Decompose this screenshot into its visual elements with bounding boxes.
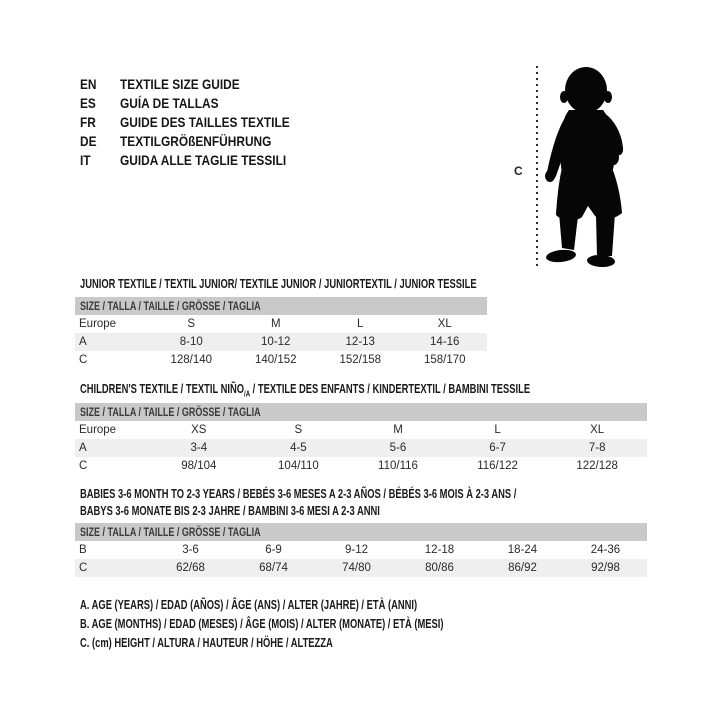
size-header-bar: SIZE / TALLA / TAILLE / GRÖSSE / TAGLIA xyxy=(75,403,647,421)
height-figure xyxy=(512,64,662,276)
babies-table-title-line1: BABIES 3-6 MONTH TO 2-3 YEARS / BEBÉS 3-6 MESES A 2-3 AÑOS / BÉBÉS 3-6 MOIS À 2-3 ANS / xyxy=(80,487,517,501)
junior-size-table xyxy=(75,297,487,369)
legend-note-a: A. AGE (YEARS) / EDAD (AÑOS) / ÂGE (ANS) / ALTER (JAHRE) / ETÀ (ANNI) xyxy=(80,598,418,612)
size-header-bar: SIZE / TALLA / TAILLE / GRÖSSE / TAGLIA xyxy=(75,297,487,315)
language-row-es xyxy=(80,93,320,112)
babies-size-table xyxy=(75,523,647,577)
language-label: TEXTILGRÖßENFÜHRUNG xyxy=(120,132,272,149)
language-label: GUIDA ALLE TAGLIE TESSILI xyxy=(120,151,287,168)
language-row-it xyxy=(80,150,320,169)
table-row-europe: Europe S M L XL xyxy=(79,318,452,330)
language-code: IT xyxy=(80,151,91,168)
language-row-fr xyxy=(80,112,320,131)
subscript: /A xyxy=(244,389,251,399)
language-label: GUÍA DE TALLAS xyxy=(120,94,219,111)
table-row-height: C 62/68 68/74 74/80 80/86 86/92 92/98 xyxy=(75,559,647,577)
height-measure-label: C xyxy=(514,164,523,178)
language-label: GUIDE DES TAILLES TEXTILE xyxy=(120,113,290,130)
legend-note-b: B. AGE (MONTHS) / EDAD (MESES) / ÂGE (MOIS) / ALTER (MONATE) / ETÀ (MESI) xyxy=(80,617,444,631)
children-size-table xyxy=(75,403,647,475)
language-code: DE xyxy=(80,132,97,149)
language-row-en xyxy=(80,74,320,93)
table-row-months: B 3-6 6-9 9-12 12-18 18-24 24-36 xyxy=(79,544,621,556)
language-code: ES xyxy=(80,94,96,111)
height-dotted-line xyxy=(536,66,538,270)
table-row-height: C 98/104 104/110 110/116 116/122 122/128 xyxy=(79,460,618,472)
language-code: FR xyxy=(80,113,96,130)
table-row-age: A 3-4 4-5 5-6 6-7 7-8 xyxy=(75,439,647,457)
language-row-de xyxy=(80,131,320,150)
legend-notes xyxy=(80,596,565,653)
table-row-age: A 8-10 10-12 12-13 14-16 xyxy=(75,333,487,351)
table-row-europe: Europe XS S M L XL xyxy=(79,424,605,436)
table-row-height: C 128/140 140/152 152/158 158/170 xyxy=(79,354,466,366)
language-list xyxy=(80,74,320,169)
junior-table-title: JUNIOR TEXTILE / TEXTIL JUNIOR/ TEXTILE JUNIOR / JUNIORTEXTIL / JUNIOR TESSILE xyxy=(80,277,477,291)
legend-note-c: C. (cm) HEIGHT / ALTURA / HAUTEUR / HÖHE / ALTEZZA xyxy=(80,636,333,650)
language-label: TEXTILE SIZE GUIDE xyxy=(120,75,240,92)
language-code: EN xyxy=(80,75,97,92)
babies-table-title-line2: BABYS 3-6 MONATE BIS 2-3 JAHRE / BAMBINI 3-6 MESI A 2-3 ANNI xyxy=(80,504,380,518)
size-header-bar: SIZE / TALLA / TAILLE / GRÖSSE / TAGLIA xyxy=(75,523,647,541)
baby-silhouette-icon xyxy=(543,66,627,268)
children-table-title: CHILDREN'S TEXTILE / TEXTIL $NIÑO_{/A}$ / TEXTILE DES ENFANTS / KINDERTEXTIL / BAMBINI TESSILE xyxy=(80,382,531,399)
